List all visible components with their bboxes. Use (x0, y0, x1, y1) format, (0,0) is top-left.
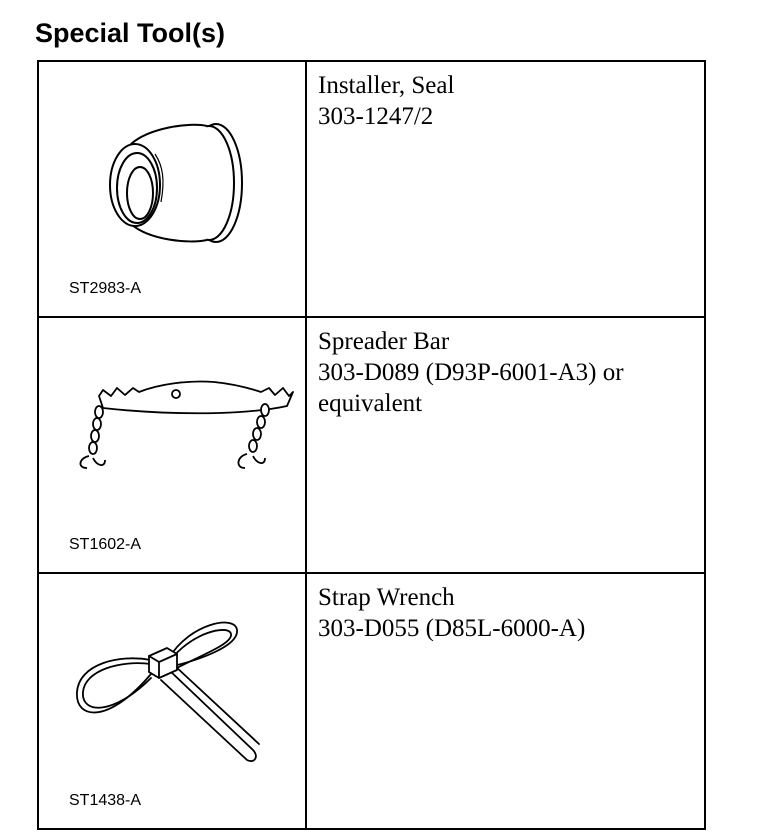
tool-illustration-cell (38, 61, 306, 317)
tool-part-number: 303-D055 (D85L-6000-A) (318, 615, 586, 642)
table-row (38, 317, 705, 573)
tool-illustration-cell (38, 573, 306, 829)
seal-installer-icon (39, 62, 307, 316)
tool-ref-code: ST1438-A (69, 792, 142, 809)
tool-illustration-cell (38, 317, 306, 573)
tool-name: Strap Wrench (318, 584, 455, 611)
tool-ref-code: ST1602-A (69, 536, 142, 553)
table-row (38, 573, 705, 829)
page-title: Special Tool(s) (35, 18, 226, 48)
tool-description-cell (306, 573, 705, 829)
table-row (38, 61, 705, 317)
tool-part-number-extra: equivalent (318, 390, 423, 417)
tool-part-number: 303-D089 (D93P-6001-A3) or (318, 359, 624, 386)
tool-name: Installer, Seal (318, 72, 455, 99)
tool-description-cell (306, 317, 705, 573)
tool-part-number: 303-1247/2 (318, 103, 434, 130)
tool-name: Spreader Bar (318, 328, 450, 355)
strap-wrench-icon (39, 574, 307, 828)
special-tools-table (37, 60, 706, 830)
tool-description-cell (306, 61, 705, 317)
spreader-bar-icon (39, 318, 307, 572)
tool-ref-code: ST2983-A (69, 280, 142, 297)
